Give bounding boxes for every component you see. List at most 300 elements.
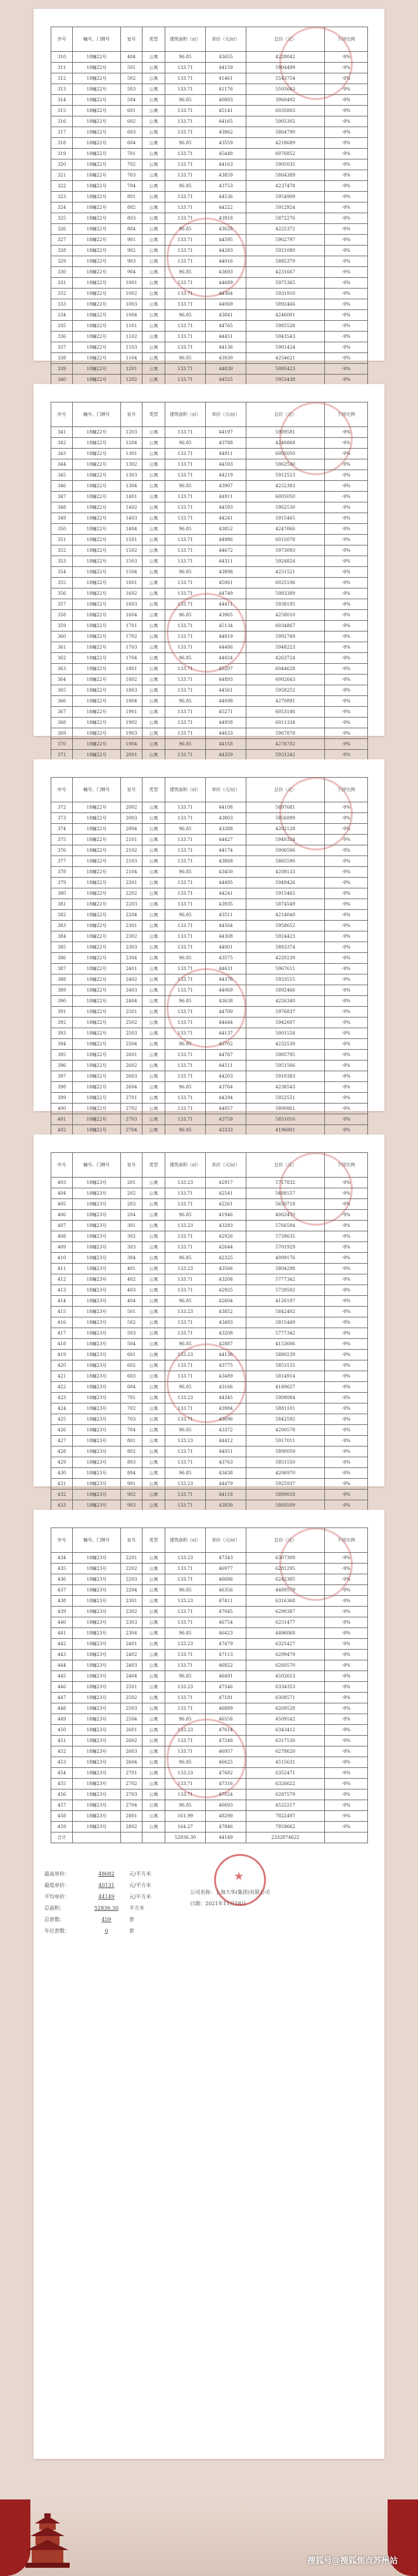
table-row	[51, 1650, 368, 1660]
table-cell-seq: 333	[51, 299, 73, 310]
table-cell-total: 6352471	[246, 1768, 325, 1779]
table-row	[51, 481, 368, 492]
table-cell-type: 公寓	[142, 1746, 165, 1757]
table-cell-building: 18幢22号	[73, 127, 121, 138]
table-cell-room: 2403	[121, 985, 142, 996]
table-cell-floor: -9%	[325, 1017, 368, 1028]
table-cell-area: 161.99	[165, 1811, 206, 1822]
table-cell-room: 701	[121, 149, 142, 159]
table-cell-building: 18幢22号	[73, 84, 121, 95]
table-cell-room: 2702	[121, 1104, 142, 1114]
table-cell-seq: 338	[51, 353, 73, 364]
table-cell-area: 133.23	[165, 1221, 206, 1231]
table-cell-total: 6005050	[246, 492, 325, 502]
table-cell-seq: 440	[51, 1617, 73, 1628]
table-cell-room: 404	[121, 1296, 142, 1307]
table-cell-area: 133.71	[165, 921, 206, 931]
table-cell-type: 公寓	[142, 974, 165, 985]
table-row	[51, 1393, 368, 1403]
table-cell-area: 133.71	[165, 1490, 206, 1500]
table-cell-building: 18幢22号	[73, 1125, 121, 1136]
table-cell-floor: -9%	[325, 953, 368, 964]
table-cell-seq: 399	[51, 1093, 73, 1104]
table-cell-type: 公寓	[142, 502, 165, 513]
column-header-type: 类型	[142, 1153, 165, 1178]
table-cell-room: 702	[121, 1403, 142, 1414]
table-cell-type: 公寓	[142, 1231, 165, 1242]
table-cell-total: 5958652	[246, 921, 325, 931]
table-cell-floor: -9%	[325, 1178, 368, 1188]
table-row	[51, 492, 368, 502]
table-cell-total: 6242385	[246, 1574, 325, 1585]
table-cell-room: 1402	[121, 502, 142, 513]
table-cell-type: 公寓	[142, 856, 165, 867]
table-cell-unit_price: 47682	[206, 1768, 246, 1779]
column-header-building: 幢号、门牌号	[73, 1528, 121, 1553]
table-row	[51, 289, 368, 299]
table-cell-room: 401	[121, 1264, 142, 1274]
table-cell-type: 公寓	[142, 1264, 165, 1274]
table-cell-floor: -9%	[325, 1725, 368, 1736]
table-cell-floor: -9%	[325, 685, 368, 696]
table-cell-total: 5912523	[246, 470, 325, 481]
table-cell-unit_price: 42926	[206, 1231, 246, 1242]
table-cell-building: 18幢22号	[73, 1007, 121, 1017]
column-header-area: 建筑面积（㎡）	[165, 27, 206, 52]
table-cell-area: 133.71	[165, 1028, 206, 1039]
table-cell-room: 1901	[121, 707, 142, 718]
table-cell-seq: 431	[51, 1479, 73, 1490]
table-cell-unit_price: 44069	[206, 299, 246, 310]
table-cell-floor: -9%	[325, 1757, 368, 1768]
table-row	[51, 696, 368, 707]
table-row	[51, 953, 368, 964]
table-cell-total: 5890059	[246, 1447, 325, 1457]
table-cell-type: 公寓	[142, 610, 165, 621]
table-cell-room: 201	[121, 1178, 142, 1188]
table-cell-seq: 334	[51, 310, 73, 321]
table-cell-floor: -9%	[325, 1382, 368, 1393]
table-cell-total: 4258010	[246, 610, 325, 621]
table-cell-total: 4489579	[246, 1585, 325, 1596]
table-cell-type: 公寓	[142, 931, 165, 942]
table-cell-room: 2704	[121, 1125, 142, 1136]
table-row	[51, 256, 368, 267]
table-cell-floor: -9%	[325, 931, 368, 942]
table-cell-type: 公寓	[142, 224, 165, 235]
table-cell-seq: 331	[51, 278, 73, 289]
table-cell-area: 133.71	[165, 1371, 206, 1382]
table-row	[51, 1490, 368, 1500]
table-cell-floor: -9%	[325, 364, 368, 375]
table-cell-floor: -9%	[325, 921, 368, 931]
table-cell-floor: -9%	[325, 1800, 368, 1811]
table-cell-room: 2102	[121, 845, 142, 856]
table-cell-room: 2703	[121, 1789, 142, 1800]
table-cell-unit_price: 43628	[206, 224, 246, 235]
table-cell-area: 96.85	[165, 610, 206, 621]
table-cell-area: 96.85	[165, 1210, 206, 1221]
table-cell-seq: 443	[51, 1650, 73, 1660]
table-cell-building: 18幢22号	[73, 707, 121, 718]
table-cell-unit_price: 44633	[206, 728, 246, 739]
table-row	[51, 1199, 368, 1210]
table-cell-floor: -9%	[325, 599, 368, 610]
table-cell-area: 133.71	[165, 728, 206, 739]
table-cell-seq: 436	[51, 1574, 73, 1585]
table-cell-building: 18幢23号	[73, 1768, 121, 1779]
table-cell-total: 5949426	[246, 878, 325, 888]
table-cell-total: 4263724	[246, 653, 325, 664]
company-name: 公司名称：上海大华(集团)有限公司	[190, 1889, 270, 1895]
table-cell-total: 5931242	[246, 750, 325, 761]
table-cell-total: 5739635	[246, 1231, 325, 1242]
table-cell-unit_price: 44839	[206, 364, 246, 375]
table-cell-floor: -9%	[325, 1553, 368, 1564]
table-row	[51, 332, 368, 342]
table-row	[51, 610, 368, 621]
table-cell-type: 公寓	[142, 1071, 165, 1082]
table-cell-seq: 381	[51, 899, 73, 910]
table-cell-area: 133.23	[165, 1682, 206, 1693]
table-cell-seq: 371	[51, 750, 73, 761]
table-cell-area: 133.71	[165, 642, 206, 653]
table-cell-floor: -9%	[325, 1296, 368, 1307]
table-cell-area: 133.71	[165, 1617, 206, 1628]
table-cell-type: 公寓	[142, 1725, 165, 1736]
table-cell-room: 903	[121, 1500, 142, 1511]
table-cell-area: 133.71	[165, 1017, 206, 1028]
table-row	[51, 213, 368, 224]
table-cell-room: 2702	[121, 1779, 142, 1789]
table-cell-seq: 432	[51, 1490, 73, 1500]
column-header-building: 幢号、门牌号	[73, 778, 121, 802]
table-cell-seq: 337	[51, 342, 73, 353]
table-cell-area: 96.85	[165, 1382, 206, 1393]
column-header-floor: 下浮比例	[325, 402, 368, 427]
table-cell-room: 2703	[121, 1114, 142, 1125]
table-cell-seq: 348	[51, 502, 73, 513]
table-cell-total: 4515631	[246, 1757, 325, 1768]
table-cell-area: 133.71	[165, 1693, 206, 1703]
table-cell-building: 18幢23号	[73, 1328, 121, 1339]
table-row	[51, 470, 368, 481]
table-cell-area: 133.71	[165, 332, 206, 342]
table-cell-unit_price: 43830	[206, 1500, 246, 1511]
table-cell-seq: 456	[51, 1789, 73, 1800]
table-cell-area: 96.85	[165, 1253, 206, 1264]
table-cell-type: 公寓	[142, 63, 165, 73]
table-cell-room: 2602	[121, 1061, 142, 1071]
table-cell-room: 402	[121, 1274, 142, 1285]
table-cell-room: 2503	[121, 1028, 142, 1039]
table-row	[51, 1596, 368, 1607]
column-header-unit_price: 单价（元/㎡）	[206, 778, 246, 802]
price-sheet-page-1	[34, 9, 384, 382]
table-cell-type: 公寓	[142, 289, 165, 299]
table-row	[51, 1017, 368, 1028]
table-row	[51, 127, 368, 138]
table-cell-unit_price: 43696	[206, 1414, 246, 1425]
table-cell-area: 133.71	[165, 299, 206, 310]
table-cell-room: 604	[121, 1382, 142, 1393]
table-cell-floor: -9%	[325, 1436, 368, 1447]
table-cell-seq: 328	[51, 246, 73, 256]
table-cell-building: 18幢22号	[73, 246, 121, 256]
table-cell-floor: -9%	[325, 707, 368, 718]
table-cell-building: 18幢22号	[73, 106, 121, 116]
table-cell-area: 133.71	[165, 985, 206, 996]
table-cell-floor: -9%	[325, 739, 368, 750]
table-row	[51, 1822, 368, 1832]
table-cell-floor: -9%	[325, 750, 368, 761]
table-cell-area: 133.71	[165, 1360, 206, 1371]
table-cell-total: 5872276	[246, 213, 325, 224]
table-cell-type: 公寓	[142, 1660, 165, 1671]
table-cell-room: 2602	[121, 1736, 142, 1746]
table-cell-floor: -9%	[325, 1264, 368, 1274]
table-cell-seq: 435	[51, 1564, 73, 1574]
table-cell-floor: -9%	[325, 1061, 368, 1071]
table-cell-total: 6005050	[246, 449, 325, 459]
table-cell-floor	[325, 1832, 368, 1843]
table-cell-floor: -9%	[325, 481, 368, 492]
table-cell-room: 801	[121, 192, 142, 202]
table-cell-seq: 315	[51, 106, 73, 116]
table-cell-total: 4251521	[246, 567, 325, 578]
table-row	[51, 867, 368, 878]
table-cell-unit_price: 44294	[206, 1093, 246, 1104]
table-cell-unit_price: 45141	[206, 106, 246, 116]
table-cell-building: 18幢23号	[73, 1757, 121, 1768]
table-cell-floor: -9%	[325, 106, 368, 116]
table-cell-type: 公寓	[142, 599, 165, 610]
table-cell-seq: 312	[51, 73, 73, 84]
table-cell-total: 5938195	[246, 599, 325, 610]
table-cell-area: 133.71	[165, 535, 206, 545]
table-cell-seq: 459	[51, 1822, 73, 1832]
table-cell-total: 6002643	[246, 675, 325, 685]
table-cell-total: 6011334	[246, 718, 325, 728]
table-cell-room: 204	[121, 1210, 142, 1221]
table-cell-type: 公寓	[142, 1436, 165, 1447]
table-cell-type: 公寓	[142, 1093, 165, 1104]
table-cell-unit_price: 46558	[206, 1714, 246, 1725]
column-header-floor: 下浮比例	[325, 1528, 368, 1553]
table-cell-area: 96.85	[165, 524, 206, 535]
table-cell-room: 1404	[121, 524, 142, 535]
table-cell-building: 18幢23号	[73, 1789, 121, 1800]
table-cell-area: 133.71	[165, 1285, 206, 1296]
source-watermark: 搜狐号@搜狐焦点苏州站	[307, 2556, 398, 2566]
table-cell-area: 96.85	[165, 996, 206, 1007]
table-cell-type: 公寓	[142, 459, 165, 470]
table-cell-floor: -9%	[325, 1393, 368, 1403]
table-cell-building: 18幢22号	[73, 931, 121, 942]
table-cell-room: 904	[121, 267, 142, 278]
table-cell-total: 5766594	[246, 1221, 325, 1231]
table-cell-building: 18幢22号	[73, 867, 121, 878]
table-cell-area: 133.71	[165, 1789, 206, 1800]
table-cell-total: 5908084	[246, 1393, 325, 1403]
table-cell-seq: 382	[51, 910, 73, 921]
table-cell-area: 133.23	[165, 1768, 206, 1779]
table-cell-area: 96.85	[165, 1339, 206, 1350]
table-cell-floor: -9%	[325, 459, 368, 470]
price-table	[51, 27, 368, 385]
table-cell-total: 5925937	[246, 1479, 325, 1490]
table-cell-building: 18幢23号	[73, 1639, 121, 1650]
table-cell-unit_price: 44427	[206, 835, 246, 845]
table-row	[51, 1274, 368, 1285]
table-cell-type: 公寓	[142, 1768, 165, 1779]
table-cell-floor: -9%	[325, 899, 368, 910]
table-cell-unit_price: 48290	[206, 1811, 246, 1822]
table-row	[51, 299, 368, 310]
table-cell-room: 701	[121, 1393, 142, 1403]
table-cell-building: 18幢22号	[73, 267, 121, 278]
table-cell-unit_price: 44411	[206, 599, 246, 610]
table-cell-type: 公寓	[142, 1017, 165, 1028]
table-cell-unit_price: 43841	[206, 310, 246, 321]
table-cell-type: 公寓	[142, 1822, 165, 1832]
table-cell-seq: 329	[51, 256, 73, 267]
table-cell-floor: -9%	[325, 1714, 368, 1725]
table-cell-type: 公寓	[142, 750, 165, 761]
table-cell-type: 公寓	[142, 438, 165, 449]
table-cell-total: 5701929	[246, 1242, 325, 1253]
table-cell-room: 2201	[121, 1553, 142, 1564]
table-cell-building: 18幢23号	[73, 1425, 121, 1436]
table-row	[51, 685, 368, 696]
table-row	[51, 1436, 368, 1447]
table-cell-room: 2303	[121, 1617, 142, 1628]
column-header-room: 室号	[121, 27, 142, 52]
table-cell-building: 18幢23号	[73, 1264, 121, 1274]
table-cell-total: 6343412	[246, 1725, 325, 1736]
parking-label: 车位套数：	[44, 1927, 70, 1934]
table-cell-unit_price: 44197	[206, 427, 246, 438]
column-header-total: 总价（元）	[246, 1528, 325, 1553]
table-cell-total: 4496068	[246, 1628, 325, 1639]
table-cell-room: 502	[121, 73, 142, 84]
table-cell-floor: -9%	[325, 213, 368, 224]
table-cell-seq: 350	[51, 524, 73, 535]
table-cell-type: 公寓	[142, 1028, 165, 1039]
table-cell-building: 18幢22号	[73, 524, 121, 535]
table-row	[51, 1703, 368, 1714]
table-row	[51, 1221, 368, 1231]
table-cell-total: 5881101	[246, 1403, 325, 1414]
table-cell-area: 133.71	[165, 556, 206, 567]
table-cell-total: 5865590	[246, 856, 325, 867]
table-cell-seq: 438	[51, 1596, 73, 1607]
table-cell-room: 2601	[121, 1725, 142, 1736]
table-cell-building: 18幢22号	[73, 556, 121, 567]
table-cell-total: 5915465	[246, 513, 325, 524]
table-cell-type: 公寓	[142, 449, 165, 459]
table-cell-building: 18幢23号	[73, 1617, 121, 1628]
table-cell-seq: 325	[51, 213, 73, 224]
table-cell-building: 18幢22号	[73, 567, 121, 578]
table-cell-total: 6044628	[246, 664, 325, 675]
table-cell-building: 18幢22号	[73, 332, 121, 342]
table-cell-total: 4208133	[246, 867, 325, 878]
table-cell-area: 133.71	[165, 1242, 206, 1253]
table-cell-building: 18幢22号	[73, 73, 121, 84]
table-cell-unit_price: 44911	[206, 449, 246, 459]
units-unit: 套	[129, 1916, 134, 1922]
table-cell-floor: -9%	[325, 1317, 368, 1328]
table-cell-seq: 320	[51, 159, 73, 170]
table-row	[51, 438, 368, 449]
table-row	[51, 599, 368, 610]
table-cell-building: 18幢22号	[73, 459, 121, 470]
table-cell-room: 1702	[121, 632, 142, 642]
table-row	[51, 621, 368, 632]
table-cell-building: 18幢22号	[73, 739, 121, 750]
table-cell-building: 18幢22号	[73, 470, 121, 481]
table-cell-area: 96.85	[165, 1468, 206, 1479]
table-cell-floor: -9%	[325, 996, 368, 1007]
table-cell-room: 2402	[121, 974, 142, 985]
table-row	[51, 1800, 368, 1811]
table-cell-area: 96.85	[165, 1125, 206, 1136]
table-cell-floor: -9%	[325, 332, 368, 342]
table-cell-room: 2502	[121, 1693, 142, 1703]
table-cell-room: 2403	[121, 1660, 142, 1671]
table-cell-area: 133.71	[165, 513, 206, 524]
table-cell-floor: -9%	[325, 1564, 368, 1574]
avg-price-label: 平均单价：	[44, 1893, 70, 1900]
table-cell-floor: -9%	[325, 299, 368, 310]
table-cell-seq: 457	[51, 1800, 73, 1811]
table-cell-unit_price: 43566	[206, 1264, 246, 1274]
table-cell-area: 133.71	[165, 931, 206, 942]
table-cell-room: 202	[121, 1188, 142, 1199]
table-cell-total: 5904499	[246, 63, 325, 73]
table-cell-type: 公寓	[142, 1425, 165, 1436]
table-cell-seq: 359	[51, 621, 73, 632]
table-cell-floor: -9%	[325, 95, 368, 106]
table-cell-seq: 364	[51, 675, 73, 685]
table-cell-room: 601	[121, 1350, 142, 1360]
table-cell-type: 公寓	[142, 1757, 165, 1768]
table-cell-total: 5967611	[246, 964, 325, 974]
table-cell-floor: -9%	[325, 84, 368, 95]
table-cell-floor: -9%	[325, 1607, 368, 1617]
table-cell-seq: 370	[51, 739, 73, 750]
table-cell-unit_price: 44564	[206, 921, 246, 931]
table-cell-building: 18幢23号	[73, 1371, 121, 1382]
table-cell-room: 2704	[121, 1800, 142, 1811]
table-cell-unit_price: 42644	[206, 1242, 246, 1253]
table-cell-room: 901	[121, 1479, 142, 1490]
table-cell-total: 5915465	[246, 888, 325, 899]
table-cell-unit_price: 44016	[206, 256, 246, 267]
min-price-value: 40131	[98, 1882, 115, 1888]
table-cell-type: 公寓	[142, 192, 165, 202]
company-info	[190, 1887, 270, 1910]
table-cell-unit_price: 44024	[206, 653, 246, 664]
table-cell-floor: -9%	[325, 1039, 368, 1050]
table-cell-room: 1501	[121, 535, 142, 545]
table-cell-total: 5983389	[246, 588, 325, 599]
table-cell-building: 18幢22号	[73, 1039, 121, 1050]
table-cell-area: 133.71	[165, 256, 206, 267]
table-cell-area: 96.85	[165, 224, 206, 235]
table-cell-area: 133.71	[165, 1007, 206, 1017]
